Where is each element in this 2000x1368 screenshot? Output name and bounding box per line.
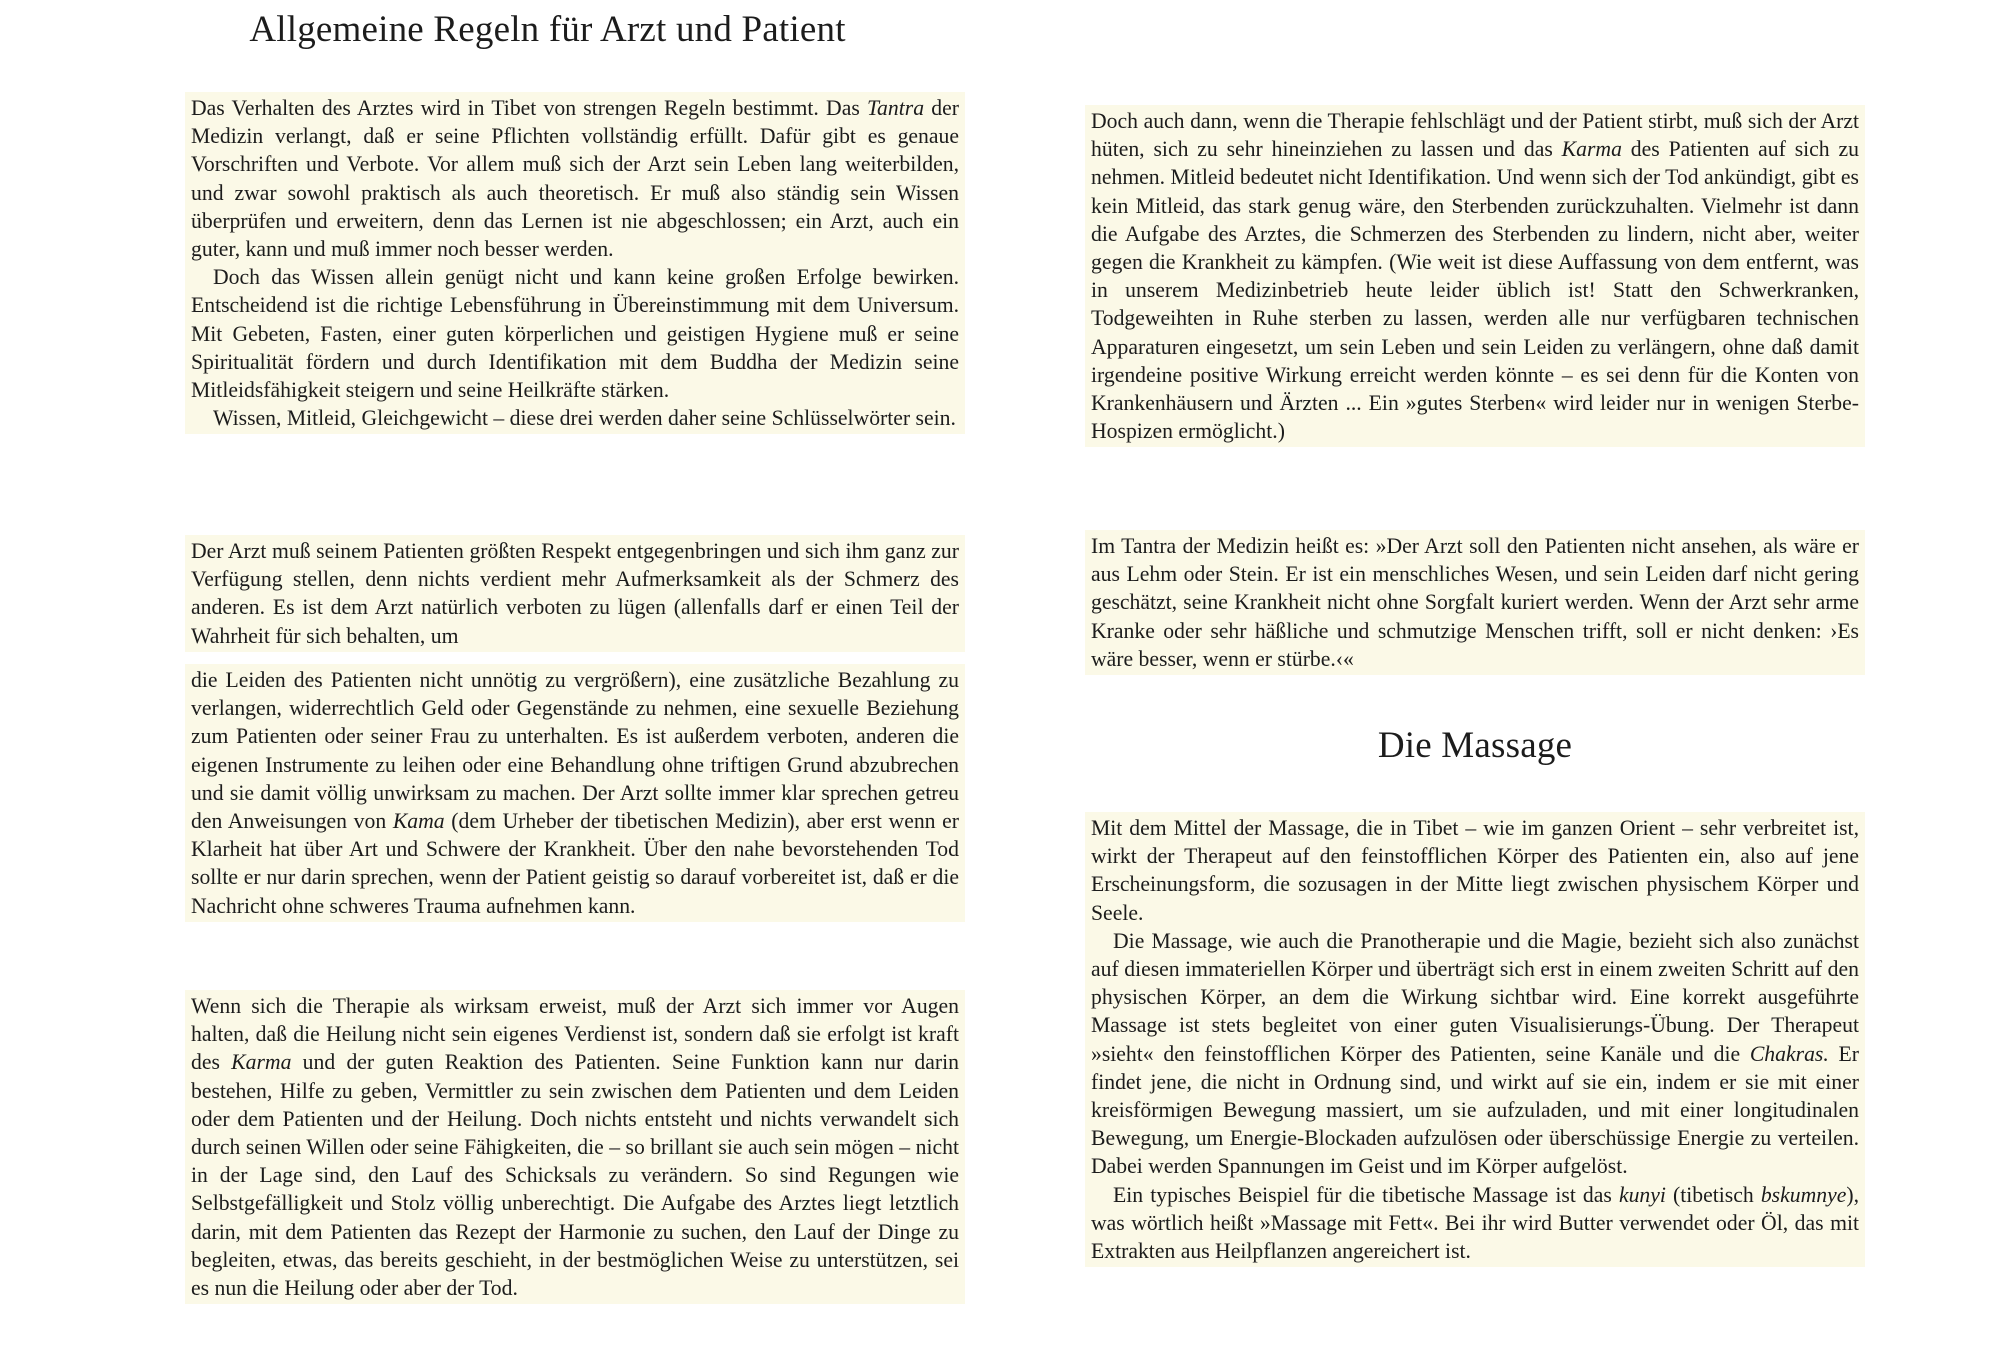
text-run: Mit dem Mittel der Massage, die in Tibet – wie im ganzen Orient – sehr verbreitet ist, wirkt der Therapeut auf den feinstofflichen Körper des Patienten ein, also auf jene Erscheinungsform, die sozusagen in der Mitte liegt zwischen physischem Körper und Seele. (1091, 816, 1859, 925)
text-run: (tibetisch (1665, 1182, 1761, 1207)
text-run: Wenn sich die Therapie als wirksam erweist, muß der Arzt sich immer vor Augen halten, daß die Heilung nicht sein eigenes Verdienst ist, sondern daß sie erfolgt ist kraft des (191, 994, 959, 1075)
left-title: Allgemeine Regeln für Arzt und Patient (249, 9, 846, 50)
text-run: Ein typisches Beispiel für die tibetische Massage ist das (1113, 1182, 1619, 1207)
text-run: (dem Urheber der tibetischen Medizin), aber erst wenn er Klarheit hat über Art und Schwere der Krankheit. Über den nahe bevorstehenden Tod sollte er nur darin sprechen, wenn der Patient geistig so darauf vorbereitet ist, daß er die Nachricht ohne schweres Trauma aufnehmen kann. (191, 809, 959, 918)
emphasis-term: Chakras. (1749, 1041, 1829, 1066)
text-run: des Patienten auf sich zu nehmen. Mitleid bedeutet nicht Identifikation. Und wenn sich der Tod ankündigt, gibt es kein Mitleid, das stark genug wäre, den Sterbenden zurückzuhalten. Vielmehr ist dann die Aufgabe des Arztes, die Schmerzen des Sterbenden zu lindern, nicht aber, weiter gegen die Krankheit zu kämpfen. (Wie weit ist diese Auffassung von dem entfernt, was in unserem Medizinbetrieb heute leider üblich ist! Statt den Schwerkranken, Todgeweihten in Ruhe sterben zu lassen, werden alle nur verfügbaren technischen Apparaturen eingesetzt, um sein Leben und sein Leiden zu verlängern, ohne daß damit irgendeine positive Wirkung erreicht werden könnte – es sei denn für die Konten von Krankenhäusern und Ärzten ... Ein »gutes Sterben« wird leider nur in wenigen Sterbe-Hospizen ermöglicht.) (1091, 137, 1859, 444)
massage-text (1085, 812, 1865, 1267)
text-run: Das Verhalten des Arztes wird in Tibet von strengen Regeln bestimmt. Das (191, 96, 867, 120)
paragraph (191, 992, 959, 1302)
paragraph (1091, 1181, 1859, 1266)
paragraph (191, 666, 959, 920)
emphasis-term: bskumnye (1760, 1182, 1847, 1207)
paragraph (191, 404, 959, 432)
text-run: ), was wörtlich heißt »Massage mit Fett«. Bei ihr wird Butter verwendet oder Öl, das mit Extrakten aus Heilpflanzen angereichert ist. (1091, 1182, 1859, 1264)
text-run: Der Arzt muß seinem Patienten größten Respekt entgegenbringen und sich ihm ganz zur Verfügung stellen, denn nichts verdient mehr Aufmerksamkeit als der Schmerz des anderen. Es ist dem Arzt natürlich verboten zu lügen (allenfalls darf er einen Teil der Wahrheit für sich behalten, um (191, 539, 959, 648)
left-block-therapy (185, 990, 965, 1304)
text-run: die Leiden des Patienten nicht unnötig zu vergrößern), eine zusätzliche Bezahlung zu verlangen, widerrechtlich Geld oder Gegenstände zu nehmen, eine sexuelle Beziehung zum Patienten oder seiner Frau zu unterhalten. Es ist außerdem verboten, anderen die eigenen Instrumente zu leihen oder eine Behandlung ohne triftigen Grund abzubrechen und sie damit völlig unwirksam zu machen. Der Arzt sollte immer klar sprechen getreu den Anweisungen von (191, 668, 959, 834)
text-run: Er findet jene, die nicht in Ordnung sind, und wirkt auf sie ein, indem er sie mit einer kreisförmigen Bewegung massiert, um sie aufzuladen, und mit einer longitudinalen Bewegung, um Energie-Blockaden aufzulösen oder überschüssige Energie zu verteilen. Dabei werden Spannungen im Geist und im Körper aufgelöst. (1091, 1041, 1859, 1179)
text-run: Doch auch dann, wenn die Therapie fehlschlägt und der Patient stirbt, muß sich der Arzt hüten, sich zu sehr hineinziehen zu lassen und das (1091, 109, 1859, 162)
text-run: Wissen, Mitleid, Gleichgewicht – diese drei werden daher seine Schlüsselwörter sein. (213, 406, 956, 431)
massage-title: Die Massage (1377, 725, 1573, 766)
paragraph (191, 263, 959, 404)
right-block-tantra-quote (1085, 530, 1865, 675)
emphasis-term: Tantra (866, 96, 925, 120)
left-block-respect (185, 535, 965, 652)
text-run: der Medizin verlangt, daß er seine Pflichten vollständig erfüllt. Dafür gibt es genaue Vorschriften und Verbote. Vor allem muß sich der Arzt sein Leben lang weiterbilden, und zwar sowohl praktisch als auch theoretisch. Er muß also ständig sein Wissen überprüfen und erweitern, denn das Lernen ist nie abgeschlossen; ein Arzt, auch ein guter, kann und muß immer noch besser werden. (191, 96, 959, 262)
text-run: und der guten Reaktion des Patienten. Seine Funktion kann nur darin bestehen, Hilfe zu geben, Vermittler zu sein zwischen dem Patienten und dem Leiden oder dem Patienten und der Heilung. Doch nichts entsteht und nichts verwandelt sich durch seinen Willen oder seine Fähigkeiten, die – so brillant sie auch sein mögen – nicht in der Lage sind, den Lauf des Schicksals zu verändern. So sind Regungen wie Selbstgefälligkeit und Stolz völlig unberechtigt. Die Aufgabe des Arztes liegt letztlich darin, mit dem Patienten das Rezept der Harmonie zu suchen, den Lauf der Dinge zu begleiten, etwas, das bereits geschieht, in der bestmöglichen Weise zu unterstützen, sei es nun die Heilung oder aber der Tod. (191, 1050, 959, 1301)
text-run: Im Tantra der Medizin heißt es: »Der Arzt soll den Patienten nicht ansehen, als wäre er aus Lehm oder Stein. Er ist ein menschliches Wesen, und sein Leiden darf nicht gering geschätzt, seine Krankheit nicht ohne Sorgfalt kuriert werden. Wenn der Arzt sehr arme Kranke oder sehr häßliche und schmutzige Menschen trifft, soll er nicht denken: ›Es wäre besser, wenn er stürbe.‹« (1091, 534, 1859, 671)
emphasis-term: Karma (1561, 137, 1622, 162)
paragraph (1091, 532, 1859, 673)
paragraph (1091, 814, 1859, 927)
emphasis-term: Karma (231, 1050, 292, 1075)
emphasis-term: Kama (392, 809, 445, 834)
left-block-rules (185, 92, 965, 434)
paragraph (191, 537, 959, 650)
left-block-prohibitions (185, 664, 965, 922)
emphasis-term: kunyi (1618, 1182, 1666, 1207)
right-block-failure (1085, 105, 1865, 447)
text-run: Doch das Wissen allein genügt nicht und kann keine großen Erfolge bewirken. Entscheidend ist die richtige Lebensführung in Übereinstimmung mit dem Universum. Mit Gebeten, Fasten, einer guten körperlichen und geistigen Hygiene muß er seine Spiritualität fördern und durch Identifikation mit dem Buddha der Medizin seine Mitleidsfähigkeit steigern und seine Heilkräfte stärken. (191, 265, 959, 403)
paragraph (1091, 927, 1859, 1181)
paragraph (191, 94, 959, 263)
paragraph (1091, 107, 1859, 445)
text-run: Die Massage, wie auch die Pranotherapie und die Magie, bezieht sich also zunächst auf diesen immateriellen Körper und überträgt sich erst in einem zweiten Schritt auf den physischen Körper, an dem die Wirkung sichtbar wird. Eine korrekt ausgeführte Massage ist stets begleitet von einer guten Visualisierungs-Übung. Der Therapeut »sieht« den feinstofflichen Körper des Patienten, seine Kanäle und die (1091, 928, 1859, 1066)
